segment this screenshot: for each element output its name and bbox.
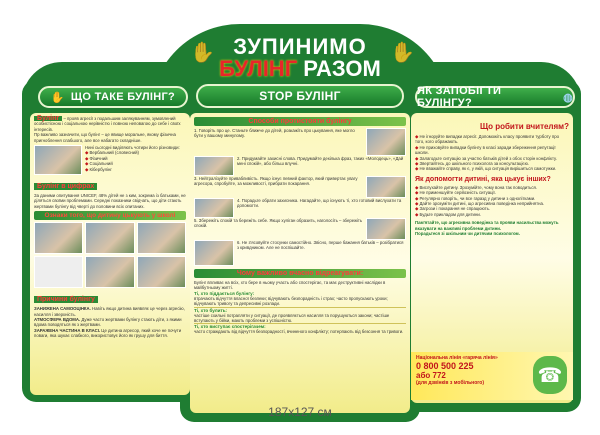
type-item: ◆ Вербальний (словесний) xyxy=(85,150,180,155)
consult-note: Порадьтеся зі шкільним чи дитячим психологом. xyxy=(415,231,520,237)
cause-item xyxy=(34,328,186,339)
help-tip: ◆ Дайте зрозуміти дитині, що агресивна поведінка неприйнятна. xyxy=(415,201,569,206)
cause-text: Це дитина агресор, який хоче не почути поваги, яка шукає слабкого, використовує його як грушу для биття. xyxy=(34,327,182,339)
photo xyxy=(85,222,134,254)
phone-person-icon: ☎ xyxy=(533,356,567,394)
right-header-text: ЯК ЗАПОБІГТИ БУЛІНГУ? xyxy=(417,85,502,109)
cause-label: ЗАНИЖЕНА САМООЦІНКА. xyxy=(34,306,91,312)
hotline-alt: або 772 xyxy=(416,371,446,380)
photo xyxy=(194,240,234,266)
photo xyxy=(85,256,134,288)
help-tip: ◆ Вислухайте дитину. Зрозумійте, чому вона так поводиться. xyxy=(415,185,569,190)
title-rest: РАЗОМ xyxy=(303,56,381,81)
stats-text: За даними опитування UNICEF, 48% дітей не з ким, зокрема із батьками, не діляться своїми проблемами. Середні показники свідчать, що діти стають жертвами булінгу від чверті до половини всіх опитаних. xyxy=(34,193,186,209)
signs-heading: Ознаки того, що дитину цькують у школі xyxy=(34,211,186,220)
photo xyxy=(194,198,234,218)
left-header-text: ЩО ТАКЕ БУЛІНГ? xyxy=(70,91,176,103)
hotline-box xyxy=(411,352,573,400)
photo xyxy=(34,256,83,288)
group-text: втрачають відчуття власної безпеки; відчувають безпорадність і страх; часто пропускають уроки; відчувають тривогу та депресивні розлади. xyxy=(194,295,388,307)
definition-term: Булінг xyxy=(34,116,62,121)
remember-note: Пам'ятайте, що агресивна поведінка та прояви насильства можуть вказувати на важливі проблеми дитини. xyxy=(415,220,559,231)
causes-heading: Причини булінгу xyxy=(34,296,98,303)
size-caption: 187x127 см xyxy=(268,405,332,419)
definition xyxy=(34,116,186,132)
photo-grid xyxy=(34,222,186,288)
teacher-tip: ◆ Залагодьте ситуацію за участю батьків дітей з обох сторін конфлікту. xyxy=(415,156,569,161)
help-tip: ◆ Загрози і покарання не спрацюють. xyxy=(415,206,569,211)
help-tip: ◆ Будьте прикладом для дитини. xyxy=(415,212,569,217)
poster-title: ЗУПИНИМО xyxy=(233,34,367,59)
help-tip: ◆ Регулярно говоріть, чи все гаразд у дитини з однолітками. xyxy=(415,196,569,201)
cause-item xyxy=(34,317,186,328)
globe-icon: ◍ xyxy=(563,91,573,104)
definition-text: – прояв агресії з подальшим залякуванням, зумовлений особистісною і соціальною нерівністю і повною неповагою до себе і своїх інтересів. xyxy=(34,116,181,132)
left-header xyxy=(38,86,188,108)
group-title: Ті, хто булить: xyxy=(194,307,406,313)
way-item: 1. Говоріть про це. Станьте ближче до дітей, розкажіть про цькування, яке могло бути у вашому минулому. xyxy=(194,128,355,139)
ways-heading: Способи протистояти булінгу xyxy=(194,117,406,126)
types-intro: Нині сьогодні виділяють чотири його різновиди: xyxy=(85,145,180,151)
photo xyxy=(366,176,406,198)
photo-children xyxy=(34,145,82,175)
hotline-label: Національна лінія «гаряча лінія» xyxy=(416,355,498,361)
way-item: 2. Придумайте захисні слова. Придумайте декілька фраз, таких «Молодець», «Дай мені спокій», або більш влучні. xyxy=(237,156,404,167)
group-title: Ті, хто виступає спостерігачем: xyxy=(194,323,406,329)
left-content xyxy=(30,113,190,395)
cause-text: Навіть якщо дитина виявляє це через агресію, насилля і зверхність. xyxy=(34,306,185,317)
types-list xyxy=(85,150,180,172)
photo xyxy=(366,218,406,240)
teacher-tip: ◆ Не приховуйте випадки булінгу в класі заради збереження репутації школи. xyxy=(415,145,569,156)
teacher-tip: ◆ Звертайтесь до шкільного психолога за консультацією. xyxy=(415,161,569,166)
poster-subtitle xyxy=(0,56,600,82)
type-item: ◆ Фізичний xyxy=(85,156,180,161)
center-header: STOP БУЛІНГ xyxy=(196,84,404,108)
group-text: частіше схильні потрапляти у ситуації, де проявляється насилля та порушуються закони; частіше вступають у бійки, мають проблеми з успішністю. xyxy=(194,312,390,324)
cause-item xyxy=(34,306,186,317)
group-text: часто страждають від відчуття безпорадності, вчиненого конфлікту; потерпають від безсоння та тривоги. xyxy=(194,329,404,335)
help-heading: Як допомогти дитині, яка цькує інших? xyxy=(415,175,551,183)
way-item: 4. Порадьте обрати захисника. Нагадайте, що існують ті, хто готовий вислухати та допомогти. xyxy=(237,198,402,209)
hotline-note: (для дзвінків з мобільного) xyxy=(416,380,484,386)
way-item: 3. Нейтралізуйте привабливість. Якщо існує певний фактор, який привертає увагу агресора, спробуйте, за можливості, прибрати покарання. xyxy=(194,176,358,187)
title-accent: БУЛІНГ xyxy=(219,56,298,81)
type-item: ◆ Соціальний xyxy=(85,161,180,166)
handprint-icon: ✋ xyxy=(190,42,215,64)
cause-label: АТМОСФЕРА ВДОМА. xyxy=(34,317,81,323)
cause-label: ЗАРАЖЕНА ЧАСТИНА В КЛАСІ. xyxy=(34,327,101,333)
cause-text: Дуже часто жертвами булінгу стають діти, з якими вдома поводяться як з жертвами. xyxy=(34,317,182,328)
stats-heading: Булінг в цифрах xyxy=(34,183,97,190)
type-item: ◆ Кібербулінг xyxy=(85,167,180,172)
photo xyxy=(366,128,406,156)
hotline-number: 0 800 500 225 xyxy=(416,361,474,371)
photo xyxy=(137,222,186,254)
right-header xyxy=(415,86,575,108)
handprint-icon: ✋ xyxy=(390,42,415,64)
photo xyxy=(137,256,186,288)
hand-icon: ✋ xyxy=(50,91,65,104)
teacher-tip: ◆ Не вважайте справу, як є, у якій, що ситуація вирішиться самотужки. xyxy=(415,166,569,171)
definition-note: Пр важливо зазначити, що булінг – це явище моральне, якому фізична пригноблення слабшого, але все набагато складніше. xyxy=(34,132,176,143)
way-item: 5. Збережіть спокій та бережіть себе. Якщо хуліган образить, наголосіть – збережіть спокій. xyxy=(194,218,363,229)
photo xyxy=(194,156,234,176)
center-content xyxy=(190,113,410,413)
way-item: 6. Не з'ясовуйте стосунки самостійно. Звісно, перше бажання батьків – розібратися з кривдником. Але не поспішайте. xyxy=(237,240,404,251)
help-list xyxy=(415,185,569,217)
help-tip: ◆ Не применшуйте серйозність ситуації. xyxy=(415,190,569,195)
photo xyxy=(34,222,83,254)
why-heading: Чому важливо вчасно відреагувати: xyxy=(194,269,406,278)
teachers-list xyxy=(415,134,569,172)
teachers-heading: Що робити вчителям? xyxy=(479,122,569,131)
teacher-tip: ◆ Не ігноруйте випадки агресії. Допоможіть класу проявити турботу про того, кого ображають. xyxy=(415,134,569,145)
group-title: Ті, хто піддається булінгу: xyxy=(194,290,255,296)
why-intro: Булінг впливає на всіх, хто бере в ньому участь або спостерігає, та має деструктивні наслідки в майбутньому житті. xyxy=(194,280,386,291)
